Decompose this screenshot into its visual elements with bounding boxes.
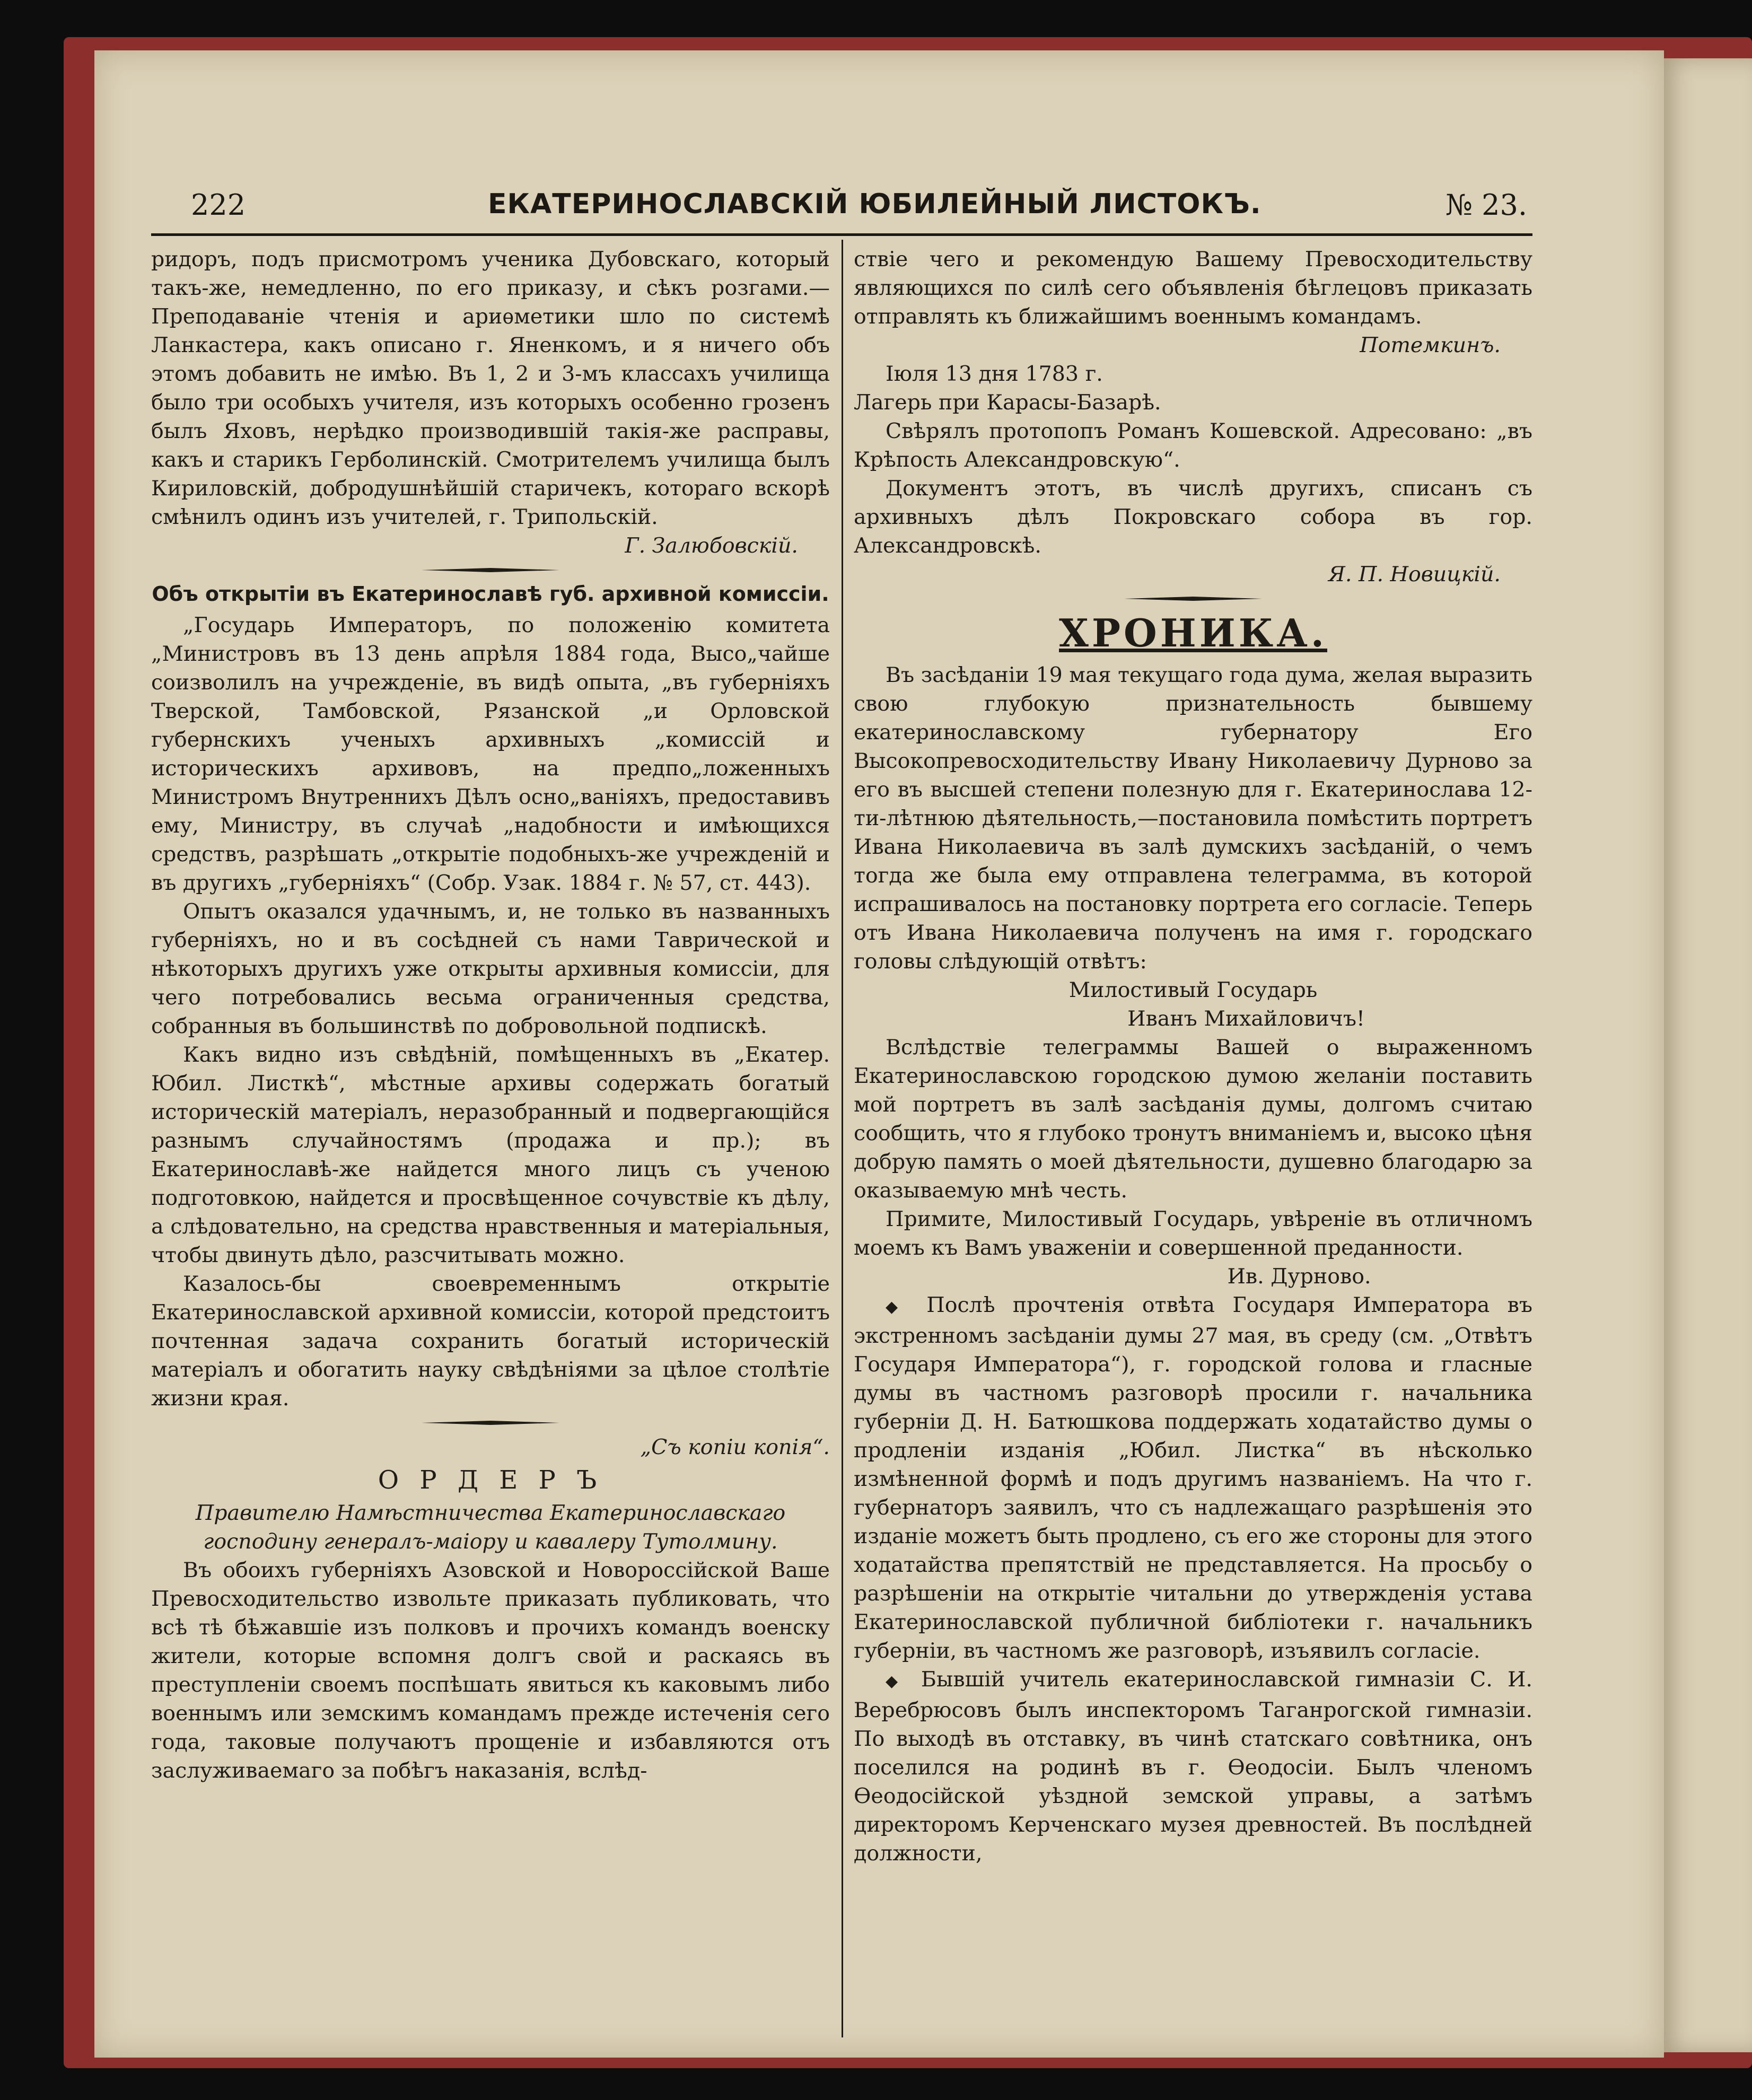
page-header: [191, 188, 1527, 231]
article-text: Какъ видно изъ свѣдѣній, помѣщенныхъ въ „Екатер. Юбил. Листкѣ“, мѣстные архивы содержать богатый историческій матеріалъ, неразобранный и подвергающійся разнымъ случайностямъ (продажа и пр.); въ Екатеринославѣ-же найдется много лицъ съ ученою подготовкою, найдется и просвѣщенное сочувствіе къ дѣлу, а слѣдовательно, на средства нравственныя и матеріальныя, чтобы двинуть дѣло, разсчитывать можно.: [151, 1043, 830, 1267]
bullet-icon: ◆: [886, 1672, 906, 1691]
ornament-divider: [1124, 596, 1262, 601]
publication-title: ЕКАТЕРИНОСЛАВСКІЙ ЮБИЛЕЙНЫЙ ЛИСТОКЪ.: [488, 188, 1262, 220]
ornament-divider: [422, 567, 559, 573]
article-text: Казалось-бы своевременнымъ открытіе Екатеринославской архивной комиссіи, которой предстоитъ почтенная задача сохранить богатый историческій матеріалъ и обогатить науку свѣдѣніями за цѣлое столѣтіе жизни края.: [151, 1272, 830, 1411]
article-text: „Государь Императоръ, по положенію комитета „Министровъ въ 13 день апрѣля 1884 года, Высо„чайше соизволилъ на учрежденіе, въ видѣ опыта, „въ губерніяхъ Тверской, Тамбовской, Рязанской „и Орловской губернскихъ ученыхъ архивныхъ „комиссій и историческихъ архивовъ, на предпо„ложенныхъ Министромъ Внутреннихъ Дѣлъ осно„ваніяхъ, предоставивъ ему, Министру, въ случаѣ „надобности и имѣющихся средствъ, разрѣшать „открытіе подобныхъ-же учрежденій и въ другихъ „губерніяхъ“ (Собр. Узак. 1884 г. № 57, ст. 443).: [151, 613, 830, 895]
article-heading: Объ открытіи въ Екатеринославѣ губ. архивной комиссіи.: [152, 582, 829, 606]
bullet-icon: ◆: [886, 1298, 909, 1316]
ornament-divider: [422, 1420, 559, 1425]
issue-number: № 23.: [1445, 188, 1527, 222]
article-text: Свѣрялъ протопопъ Романъ Кошевской. Адресовано: „въ Крѣпость Александровскую“.: [854, 419, 1532, 472]
article-text: ствіе чего и рекомендую Вашему Превосходительству являющихся по силѣ сего объявленія бѣглецовъ приказать отправлять къ ближайшимъ военнымъ командамъ.: [854, 247, 1532, 329]
article-text: Вслѣдствіе телеграммы Вашей о выраженномъ Екатеринославскою городскою думою желаніи поставить мой портретъ въ залѣ засѣданія думы, долгомъ считаю сообщить, что я глубоко тронутъ вниманіемъ и, высоко цѣня добрую память о моей дѣятельности, душевно благодарю за оказываемую мнѣ честь.: [854, 1035, 1532, 1203]
article-text: ридоръ, подъ присмотромъ ученика Дубовскаго, который такъ-же, немедленно, по его приказу, и сѣкъ розгами.—Преподаваніе чтенія и ариѳметики шло по системѣ Ланкастера, какъ описано г. Яненкомъ, и я ничего объ этомъ добавить не имѣю. Въ 1, 2 и 3-мъ классахъ училища было три особыхъ учителя, изъ которыхъ особенно грозенъ былъ Яховъ, нерѣдко производившій такія-же расправы, какъ и старикъ Герболинскій. Смотрителемъ училища былъ Кириловскій, добродушнѣйшій старичекъ, котораго вскорѣ смѣнилъ одинъ изъ учителей, г. Трипольскій.: [151, 247, 830, 529]
salutation: Милостивый Государь: [1068, 978, 1318, 1002]
order-heading: О Р Д Е Р Ъ: [378, 1465, 603, 1495]
signature-potemkin: Потемкинъ.: [1360, 333, 1501, 357]
chronicle-heading: ХРОНИКА.: [1059, 610, 1327, 655]
author-signature: Г. Залюбовскій.: [625, 533, 798, 558]
signature-novitsky: Я. П. Новицкій.: [1328, 562, 1501, 587]
article-text: Въ обоихъ губерніяхъ Азовской и Новороссійской Ваше Превосходительство извольте приказать публиковать, что всѣ тѣ бѣжавшіе изъ полковъ и прочихъ командъ военску жители, которые вспомня долгъ свой и раскаясь въ преступленіи своемъ поспѣшать явиться къ каковымъ либо военнымъ или земскимъ командамъ прежде истеченія сего года, таковые получаютъ прощеніе и избавляются отъ заслуживаемаго за побѣгъ наказанія, вслѣд-: [151, 1558, 830, 1783]
order-addressee: Правителю Намѣстничества Екатеринославскаго господину генералъ-маіору и кавалеру Тутолмину.: [195, 1501, 786, 1554]
header-rule: [151, 233, 1532, 236]
document-date: Іюля 13 дня 1783 г.: [886, 362, 1103, 386]
article-text: Опытъ оказался удачнымъ, и, не только въ названныхъ губерніяхъ, но и въ сосѣдней съ нами Таврической и нѣкоторыхъ другихъ уже открыты архивныя комиссіи, для чего потребовались весьма ограниченныя средства, собранныя въ большинствѣ по добровольной подпискѣ.: [151, 899, 830, 1038]
salutation-name: Иванъ Михайловичъ!: [1127, 1007, 1365, 1031]
article-text: Бывшій учитель екатеринославской гимназіи С. И. Веребрюсовъ былъ инспекторомъ Таганрогской гимназіи. По выходѣ въ отставку, въ чинѣ статскаго совѣтника, онъ поселился на родинѣ въ г. Ѳеодосіи. Былъ членомъ Ѳеодосійской уѣздной земской управы, а затѣмъ директоромъ Керченскаго музея древностей. Въ послѣдней должности,: [854, 1667, 1532, 1866]
facing-page-edge: [1660, 58, 1752, 2052]
article-text: Въ засѣданіи 19 мая текущаго года дума, желая выразить свою глубокую признательность бывшему екатеринославскому губернатору Его Высокопревосходительству Ивану Николаевичу Дурново за его въ высшей степени полезную для г. Екатеринослава 12-ти-лѣтнюю дѣятельность,—постановила помѣстить портретъ Ивана Николаевича въ залѣ думскихъ засѣданій, о чемъ тогда же была ему отправлена телеграмма, въ которой испрашивалось на постановку портрета его согласіе. Теперь отъ Ивана Николаевича полученъ на имя г. городскаго головы слѣдующій отвѣтъ:: [854, 663, 1532, 974]
copy-note: „Съ копіи копія“.: [640, 1435, 830, 1459]
signature-durnovo: Ив. Дурново.: [1227, 1264, 1371, 1289]
article-text: Примите, Милостивый Государь, увѣреніе въ отличномъ моемъ къ Вамъ уваженіи и совершенной преданности.: [854, 1207, 1532, 1260]
right-column: [854, 245, 1532, 1868]
article-text: Документъ этотъ, въ числѣ другихъ, списанъ съ архивныхъ дѣлъ Покровскаго собора въ гор. Александровскѣ.: [854, 476, 1532, 558]
document-place: Лагерь при Карасы-Базарѣ.: [854, 390, 1161, 415]
chronicle-item: [854, 1291, 1532, 1665]
page-number: 222: [191, 188, 246, 222]
column-divider: [842, 240, 843, 2037]
chronicle-item: [854, 1665, 1532, 1868]
article-text: Послѣ прочтенія отвѣта Государя Императора въ экстренномъ засѣданіи думы 27 мая, въ среду (см. „Отвѣтъ Государя Императора“), г. городской голова и гласные думы въ частномъ разговорѣ просили г. начальника губерніи Д. Н. Батюшкова поддержать ходатайство думы о продленіи изданія „Юбил. Листка“ въ нѣсколько измѣненной формѣ и подъ другимъ названіемъ. На что г. губернаторъ заявилъ, что съ надлежащаго разрѣшенія это изданіе можетъ быть продлено, съ его же стороны для этого ходатайства препятствій не представляется. На просьбу о разрѣшеніи на открытіе читальни до утвержденія устава Екатеринославской публичной библіотеки г. начальникъ губерніи, въ частномъ же разговорѣ, изъявилъ согласіе.: [854, 1293, 1532, 1663]
left-column: [151, 245, 830, 1785]
